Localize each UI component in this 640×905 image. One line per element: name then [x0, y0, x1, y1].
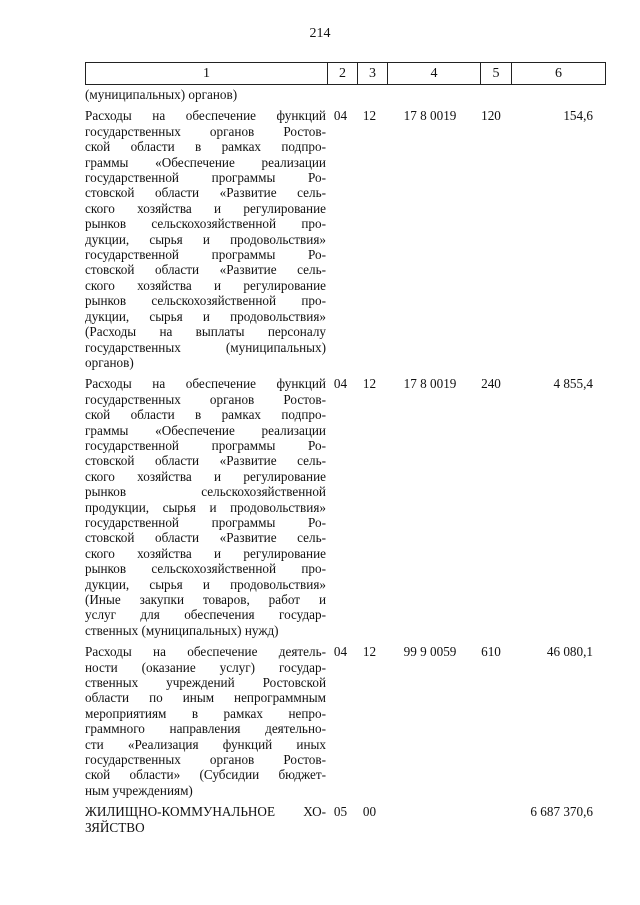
row-amount: 6 687 370,6: [530, 804, 593, 820]
row-section: [326, 87, 355, 102]
row-target-article: [384, 87, 476, 102]
description-line: стовской области «Развитие сель-: [85, 453, 326, 469]
row-expense-type: 120: [481, 108, 501, 124]
row-subsection: 12: [362, 376, 377, 392]
description-line: государственных органов Ростов-: [85, 752, 326, 768]
table-row: [85, 102, 599, 370]
table-row: [85, 87, 599, 102]
row-description: [85, 370, 326, 638]
row-subsection: 12: [362, 644, 377, 660]
description-line: ственных (муниципальных) нужд): [85, 622, 279, 638]
table-row: [85, 798, 599, 835]
description-line: ского хозяйства и регулирование: [85, 277, 326, 293]
row-description: [85, 638, 326, 798]
row-target-article: 99 9 0059: [403, 644, 457, 660]
description-line: граммы «Обеспечение реализации: [85, 422, 326, 438]
description-line: Расходы на обеспечение деятель-: [85, 644, 326, 660]
header-col-4: 4: [388, 63, 481, 85]
row-expense-type: [476, 798, 506, 835]
description-line: ности (оказание услуг) государ-: [85, 659, 326, 675]
description-line: ственных учреждений Ростовской: [85, 675, 326, 691]
description-line: рынков сельскохозяйственной про-: [85, 216, 326, 232]
description-line: мероприятиям в рамках непро-: [85, 705, 326, 721]
header-col-5: 5: [481, 63, 512, 85]
page-number: 214: [309, 26, 331, 41]
description-line: стовской области «Развитие сель-: [85, 185, 326, 201]
row-amount: [506, 87, 599, 102]
description-line: Расходы на обеспечение функций: [85, 108, 326, 124]
table-row: [85, 370, 599, 638]
description-line: ской области в рамках подпро-: [85, 139, 326, 155]
description-line: государственной программы Ро-: [85, 247, 326, 263]
description-line: граммного направления деятельно-: [85, 721, 326, 737]
description-line: государственной программы Ро-: [85, 514, 326, 530]
row-target-article: [384, 798, 476, 835]
description-line: ЗЯЙСТВО: [85, 819, 145, 835]
row-section: 05: [333, 804, 348, 820]
description-line: ным учреждениям): [85, 782, 193, 798]
description-line: (Иные закупки товаров, работ и: [85, 592, 326, 607]
description-line: дукции, сырья и продовольствия»: [85, 231, 326, 247]
description-line: ского хозяйства и регулирование: [85, 545, 326, 561]
description-line: стовской области «Развитие сель-: [85, 262, 326, 278]
description-line: органов): [85, 354, 134, 370]
description-line: продукции, сырья и продовольствия»: [85, 499, 326, 515]
description-line: государственных (муниципальных): [85, 339, 326, 355]
row-section: 04: [333, 108, 348, 124]
row-expense-type: 240: [481, 376, 501, 392]
budget-table: [85, 87, 599, 835]
header-row: [86, 63, 606, 85]
description-line: рынков сельскохозяйственной про-: [85, 293, 326, 309]
description-line: государственной программы Ро-: [85, 437, 326, 453]
description-line: ского хозяйства и регулирование: [85, 468, 326, 484]
row-description: [85, 102, 326, 370]
description-line: (Расходы на выплаты персоналу: [85, 324, 326, 340]
row-section: 04: [333, 376, 348, 392]
description-line: дукции, сырья и продовольствия»: [85, 576, 326, 592]
row-description: [85, 87, 326, 102]
description-line: ского хозяйства и регулирование: [85, 200, 326, 216]
row-expense-type: 610: [481, 644, 501, 660]
row-expense-type: [476, 87, 506, 102]
description-line: Расходы на обеспечение функций: [85, 376, 326, 392]
row-target-article: 17 8 0019: [403, 376, 457, 392]
description-line: государственных органов Ростов-: [85, 391, 326, 407]
row-amount: 154,6: [563, 108, 593, 124]
description-line: области по иным непрограммным: [85, 690, 326, 706]
description-line: государственной программы Ро-: [85, 170, 326, 186]
description-line: ской области в рамках подпро-: [85, 407, 326, 423]
row-subsection: 12: [362, 108, 377, 124]
row-subsection: [355, 87, 384, 102]
row-subsection: 00: [362, 804, 377, 820]
description-line: дукции, сырья и продовольствия»: [85, 308, 326, 324]
row-amount: 46 080,1: [546, 644, 593, 660]
description-line: ЖИЛИЩНО-КОММУНАЛЬНОЕ ХО-: [85, 804, 326, 820]
header-col-6: 6: [512, 63, 606, 85]
row-section: 04: [333, 644, 348, 660]
description-line: стовской области «Развитие сель-: [85, 530, 326, 546]
header-col-3: 3: [358, 63, 388, 85]
table-body: [85, 87, 599, 835]
table-row: [85, 638, 599, 798]
row-description: [85, 798, 326, 835]
header-col-2: 2: [328, 63, 358, 85]
description-line: ской области» (Субсидии бюджет-: [85, 767, 326, 783]
header-col-1: 1: [86, 63, 328, 85]
description-line: государственных органов Ростов-: [85, 123, 326, 139]
description-line: (муниципальных) органов): [85, 87, 238, 102]
description-line: услуг для обеспечения государ-: [85, 607, 326, 623]
description-line: рынков сельскохозяйственной про-: [85, 561, 326, 577]
row-target-article: 17 8 0019: [403, 108, 457, 124]
description-line: сти «Реализация функций иных: [85, 736, 326, 752]
table-header: [85, 62, 606, 85]
row-amount: 4 855,4: [553, 376, 593, 392]
description-line: граммы «Обеспечение реализации: [85, 154, 326, 170]
description-line: рынков сельскохозяйственной: [85, 484, 326, 500]
